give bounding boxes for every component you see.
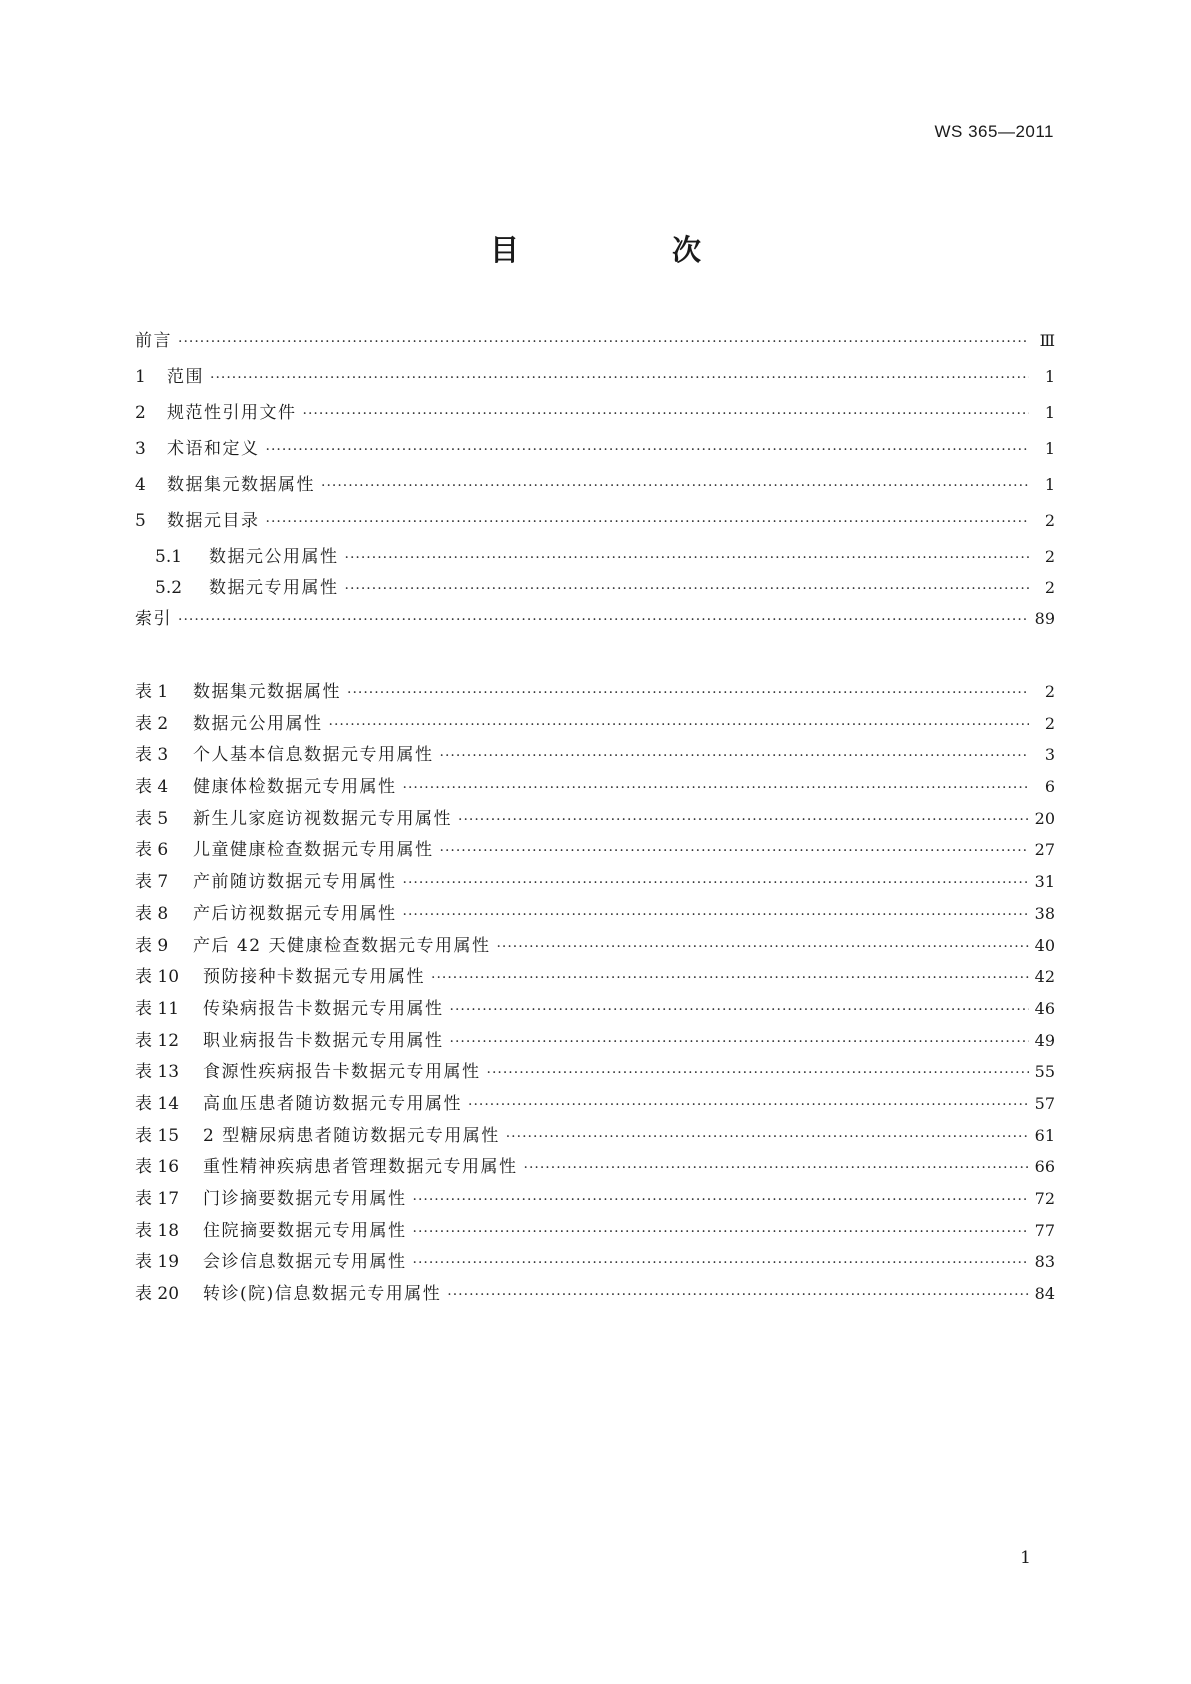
entry-number: 表 6 xyxy=(135,840,169,861)
toc-table-entry[interactable] xyxy=(135,740,1055,772)
dot-leader xyxy=(487,1065,1029,1081)
dot-leader xyxy=(321,478,1029,494)
entry-page: 55 xyxy=(1034,1062,1055,1082)
entry-label: 住院摘要数据元专用属性 xyxy=(203,1220,407,1241)
dot-leader xyxy=(450,1034,1029,1050)
entry-page: 2 xyxy=(1044,713,1055,733)
toc-entry[interactable] xyxy=(135,434,1055,470)
entry-page: 2 xyxy=(1044,578,1055,597)
entry-label: 术语和定义 xyxy=(167,439,260,459)
entry-page: 27 xyxy=(1034,840,1055,860)
dot-leader xyxy=(524,1160,1029,1176)
standard-code: WS 365—2011 xyxy=(934,122,1054,141)
entry-number: 表 1 xyxy=(135,682,169,702)
entry-number: 4 xyxy=(135,475,146,495)
entry-label: 2 型糖尿病患者随访数据元专用属性 xyxy=(203,1125,500,1146)
entry-label: 索引 xyxy=(135,609,172,629)
entry-number: 表 11 xyxy=(135,998,180,1019)
entry-number: 表 13 xyxy=(135,1062,180,1083)
entry-number: 1 xyxy=(135,367,146,387)
entry-label: 个人基本信息数据元专用属性 xyxy=(193,745,434,766)
entry-number: 表 14 xyxy=(135,1093,180,1114)
dot-leader xyxy=(440,748,1030,764)
entry-label: 儿童健康检查数据元专用属性 xyxy=(193,840,434,861)
toc-entry[interactable] xyxy=(135,506,1055,542)
entry-number: 表 15 xyxy=(135,1125,180,1146)
entry-page: 57 xyxy=(1034,1093,1055,1113)
entry-page: 89 xyxy=(1034,609,1055,628)
toc-table-entry[interactable] xyxy=(135,804,1055,836)
entry-page: 42 xyxy=(1034,967,1055,987)
entry-number: 表 12 xyxy=(135,1030,180,1051)
entry-page: 2 xyxy=(1044,682,1055,701)
entry-page: 84 xyxy=(1034,1284,1055,1304)
entry-page: 1 xyxy=(1044,367,1055,386)
entry-number: 表 9 xyxy=(135,935,169,956)
entry-number: 2 xyxy=(135,403,146,423)
toc-entry[interactable] xyxy=(135,470,1055,506)
entry-number: 5.1 xyxy=(155,547,183,567)
entry-number: 表 20 xyxy=(135,1284,180,1305)
entry-page: 77 xyxy=(1034,1220,1055,1240)
entry-label: 新生儿家庭访视数据元专用属性 xyxy=(193,808,452,829)
toc-table-entry[interactable] xyxy=(135,835,1055,867)
entry-number: 表 7 xyxy=(135,872,169,893)
entry-label: 数据元公用属性 xyxy=(209,547,339,567)
entry-label: 食源性疾病报告卡数据元专用属性 xyxy=(203,1062,481,1083)
entry-page: 6 xyxy=(1044,777,1055,797)
dot-leader xyxy=(178,612,1029,628)
entry-page: 38 xyxy=(1034,903,1055,923)
entry-label: 产前随访数据元专用属性 xyxy=(193,872,397,893)
entry-number: 表 10 xyxy=(135,967,180,988)
entry-number: 表 8 xyxy=(135,903,169,924)
dot-leader xyxy=(403,875,1029,891)
dot-leader xyxy=(413,1192,1029,1208)
dot-leader xyxy=(347,685,1029,701)
toc-table-entry[interactable] xyxy=(135,1057,1055,1089)
dot-leader xyxy=(447,1287,1028,1303)
entry-label: 产后访视数据元专用属性 xyxy=(193,903,397,924)
dot-leader xyxy=(403,907,1029,923)
entry-label: 职业病报告卡数据元专用属性 xyxy=(203,1030,444,1051)
dot-leader xyxy=(413,1224,1029,1240)
toc-table-entry[interactable] xyxy=(135,1279,1055,1311)
dot-leader xyxy=(496,939,1028,955)
entry-label: 重性精神疾病患者管理数据元专用属性 xyxy=(203,1157,518,1178)
dot-leader xyxy=(329,717,1030,733)
toc-entry[interactable] xyxy=(135,326,1055,362)
entry-label: 数据元专用属性 xyxy=(209,578,339,598)
entry-label: 数据元公用属性 xyxy=(193,713,323,734)
entry-number: 表 3 xyxy=(135,745,169,766)
dot-leader xyxy=(403,780,1030,796)
entry-page: 31 xyxy=(1034,872,1055,892)
entry-number: 表 18 xyxy=(135,1220,180,1241)
toc-table-entry[interactable] xyxy=(135,899,1055,931)
toc-entry[interactable] xyxy=(135,398,1055,434)
toc-table-entry[interactable] xyxy=(135,867,1055,899)
dot-leader xyxy=(431,970,1029,986)
toc-table-entry[interactable] xyxy=(135,1089,1055,1121)
entry-number: 表 19 xyxy=(135,1252,180,1273)
toc-table-entry[interactable] xyxy=(135,677,1055,709)
toc-table-entry[interactable] xyxy=(135,772,1055,804)
dot-leader xyxy=(210,370,1029,386)
dot-leader xyxy=(345,581,1030,597)
entry-page: 61 xyxy=(1034,1125,1055,1145)
entry-label: 预防接种卡数据元专用属性 xyxy=(203,967,425,988)
dot-leader xyxy=(413,1255,1029,1271)
toc-table-entry[interactable] xyxy=(135,1184,1055,1216)
entry-page: 40 xyxy=(1034,935,1055,955)
entry-page: 66 xyxy=(1034,1157,1055,1177)
dot-leader xyxy=(458,812,1029,828)
entry-page: 20 xyxy=(1034,808,1055,828)
dot-leader xyxy=(506,1129,1029,1145)
entry-label: 转诊(院)信息数据元专用属性 xyxy=(203,1284,442,1305)
toc-entry[interactable] xyxy=(135,362,1055,398)
entry-number: 5 xyxy=(135,511,146,531)
toc-table-entry[interactable] xyxy=(135,709,1055,741)
page-number: 1 xyxy=(1020,1548,1031,1568)
entry-page: 1 xyxy=(1044,475,1055,494)
entry-label: 数据集元数据属性 xyxy=(167,475,315,495)
entry-page: 83 xyxy=(1034,1252,1055,1272)
dot-leader xyxy=(468,1097,1029,1113)
entry-page: 49 xyxy=(1034,1030,1055,1050)
toc-table-entry[interactable] xyxy=(135,1152,1055,1184)
toc-table-entry[interactable] xyxy=(135,962,1055,994)
entry-label: 范围 xyxy=(167,367,204,387)
entry-page: 2 xyxy=(1044,511,1055,530)
toc-table-entry[interactable] xyxy=(135,931,1055,963)
toc-table-entry[interactable] xyxy=(135,1247,1055,1279)
toc-tables xyxy=(135,677,1055,1311)
entry-page: 2 xyxy=(1044,547,1055,566)
dot-leader xyxy=(266,514,1030,530)
entry-number: 表 4 xyxy=(135,777,169,798)
entry-number: 5.2 xyxy=(155,578,183,598)
entry-label: 前言 xyxy=(135,331,172,351)
entry-number: 表 5 xyxy=(135,808,169,829)
entry-number: 表 16 xyxy=(135,1157,180,1178)
entry-number: 表 17 xyxy=(135,1189,180,1209)
toc-entry[interactable] xyxy=(135,542,1055,573)
page-title: 目 次 xyxy=(489,233,763,267)
entry-number: 3 xyxy=(135,439,146,459)
entry-label: 高血压患者随访数据元专用属性 xyxy=(203,1093,462,1114)
dot-leader xyxy=(345,550,1030,566)
toc-table-entry[interactable] xyxy=(135,994,1055,1026)
toc-table-entry[interactable] xyxy=(135,1216,1055,1248)
entry-label: 产后 42 天健康检查数据元专用属性 xyxy=(193,935,491,956)
entry-label: 数据元目录 xyxy=(167,511,260,531)
entry-page: 72 xyxy=(1034,1189,1055,1208)
dot-leader xyxy=(440,843,1029,859)
entry-number: 表 2 xyxy=(135,713,169,734)
entry-label: 健康体检数据元专用属性 xyxy=(193,777,397,798)
entry-page: 3 xyxy=(1044,745,1055,765)
entry-label: 会诊信息数据元专用属性 xyxy=(203,1252,407,1273)
entry-page: 46 xyxy=(1034,998,1055,1018)
toc-entry[interactable] xyxy=(135,604,1055,640)
dot-leader xyxy=(303,406,1030,422)
toc-entry[interactable] xyxy=(135,573,1055,604)
toc-table-entry[interactable] xyxy=(135,1121,1055,1153)
toc-sections xyxy=(135,326,1055,640)
entry-label: 传染病报告卡数据元专用属性 xyxy=(203,998,444,1019)
entry-label: 规范性引用文件 xyxy=(167,403,297,423)
dot-leader xyxy=(266,442,1030,458)
dot-leader xyxy=(450,1002,1029,1018)
toc-table-entry[interactable] xyxy=(135,1026,1055,1058)
entry-page: Ⅲ xyxy=(1039,331,1055,350)
entry-page: 1 xyxy=(1044,439,1055,458)
entry-label: 门诊摘要数据元专用属性 xyxy=(203,1189,407,1209)
entry-label: 数据集元数据属性 xyxy=(193,682,341,702)
entry-page: 1 xyxy=(1044,403,1055,422)
dot-leader xyxy=(178,334,1029,350)
